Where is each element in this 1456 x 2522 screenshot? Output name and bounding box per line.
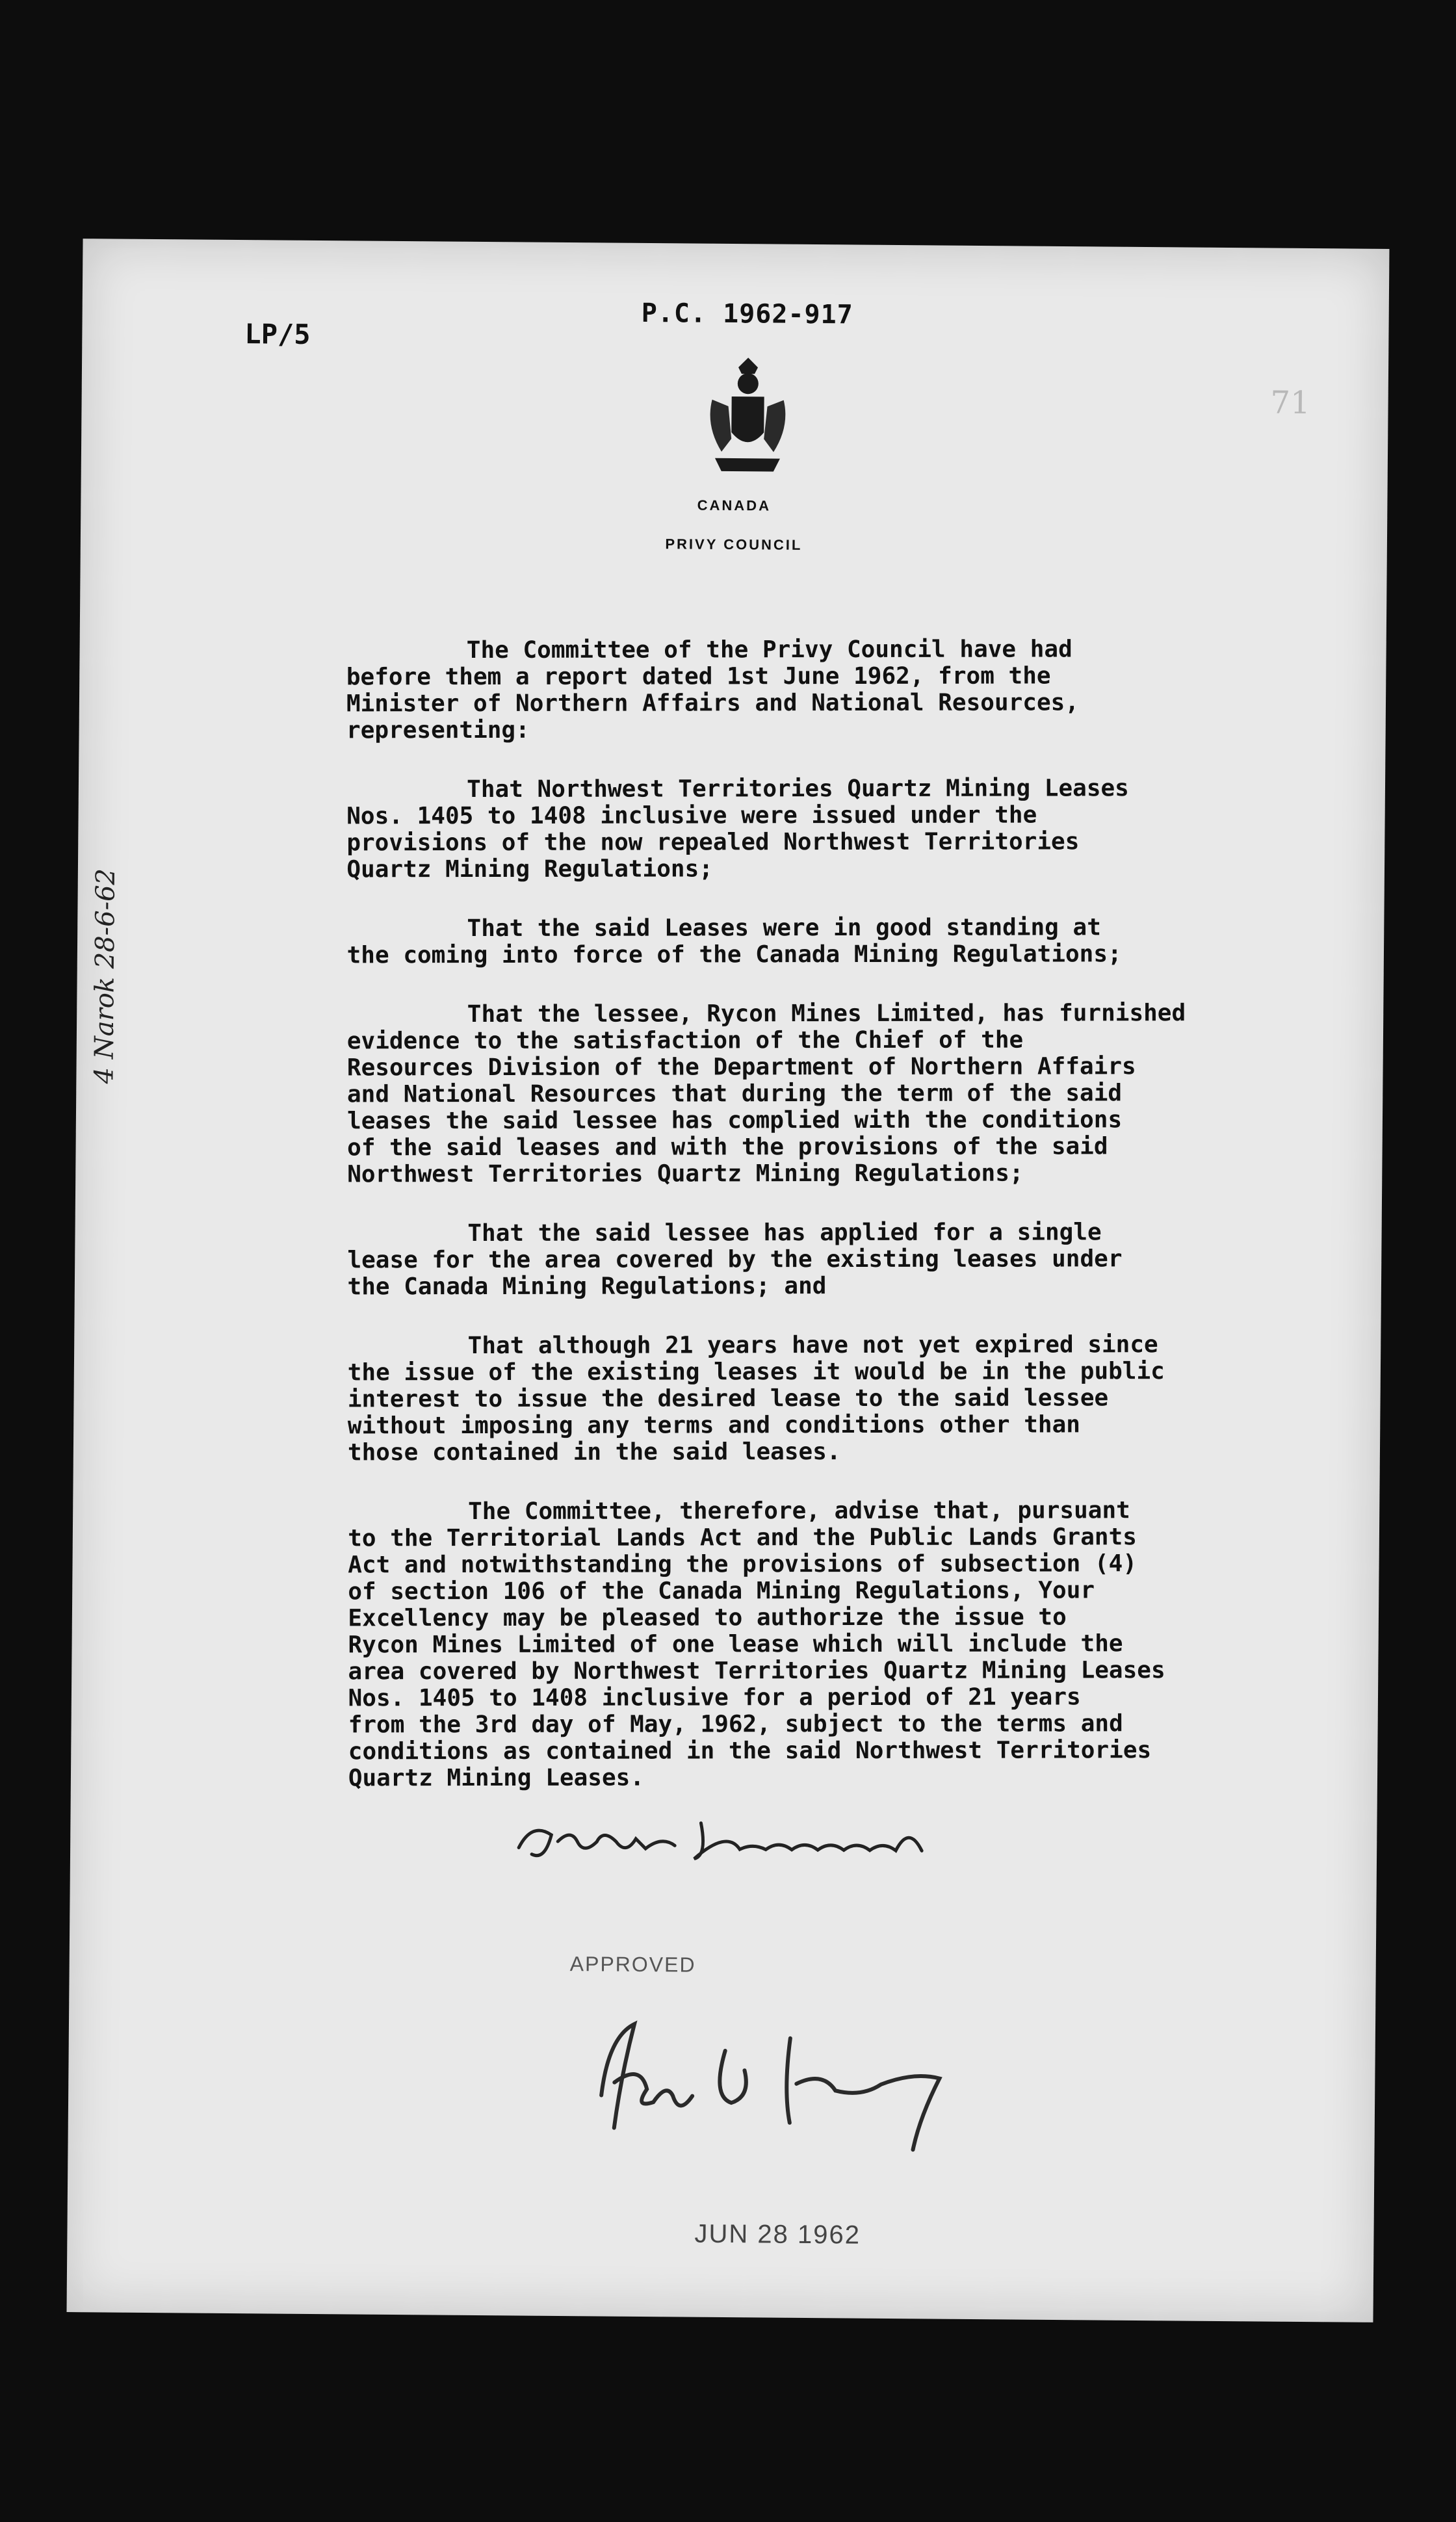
order-number: P.C. 1962-917 <box>641 298 853 330</box>
margin-annotation: 4 Narok 28-6-62 <box>89 868 121 1084</box>
paragraph: That Northwest Territories Quartz Mining Leases Nos. 1405 to 1408 inclusive were issued under the provisions of the now repealed Northwest Territories Quartz Mining Regulations; <box>346 775 1129 883</box>
council-label: PRIVY COUNCIL <box>665 536 803 553</box>
country-label: CANADA <box>697 497 772 514</box>
paragraph: That the lessee, Rycon Mines Limited, has furnished evidence to the satisfaction of the Chief of the Resources Division of the Department of Northern Affairs and National Resources that during the term of the said leases the said lessee has complied with the conditions of the said leases and with the provisions of the said Northwest Territories Quartz Mining Regulations; <box>346 1000 1186 1188</box>
paragraph: That the said lessee has applied for a single lease for the area covered by the existing leases under the Canada Mining Regulations; and <box>347 1219 1123 1301</box>
document-page <box>67 239 1390 2322</box>
paragraph: That the said Leases were in good standing at the coming into force of the Canada Mining Regulations; <box>346 914 1122 969</box>
order-body <box>346 636 1284 1825</box>
clerk-signature <box>506 1802 955 1877</box>
paragraph: The Committee of the Privy Council have had before them a report dated 1st June 1962, from the Minister of Northern Affairs and National Resources, representing: <box>346 636 1080 744</box>
paragraph: The Committee, therefore, advise that, pursuant to the Territorial Lands Act and the Public Lands Grants Act and notwithstanding the provisions of subsection (4) of section 106 of the Canada Mining Regulations, Your Excellency may be pleased to authorize the issue to Rycon Mines Limited of one lease which will include the area covered by Northwest Territories Quartz Mining Leases Nos. 1405 to 1408 inclusive for a period of 21 years from the 3rd day of May, 1962, subject to the terms and conditions as contained in the said Northwest Territories Quartz Mining Leases. <box>348 1497 1165 1792</box>
governor-general-signature <box>575 1997 966 2170</box>
archive-page-number: 71 <box>1270 384 1310 421</box>
date-stamp: JUN 28 1962 <box>694 2219 861 2250</box>
paragraph: That although 21 years have not yet expired since the issue of the existing leases it would be in the public interest to issue the desired lease to the said lessee without imposing any terms and conditions other than those contained in the said leases. <box>347 1331 1165 1466</box>
coat-of-arms-icon <box>699 354 797 478</box>
approved-label: APPROVED <box>569 1952 696 1977</box>
file-reference: LP/5 <box>244 318 311 350</box>
